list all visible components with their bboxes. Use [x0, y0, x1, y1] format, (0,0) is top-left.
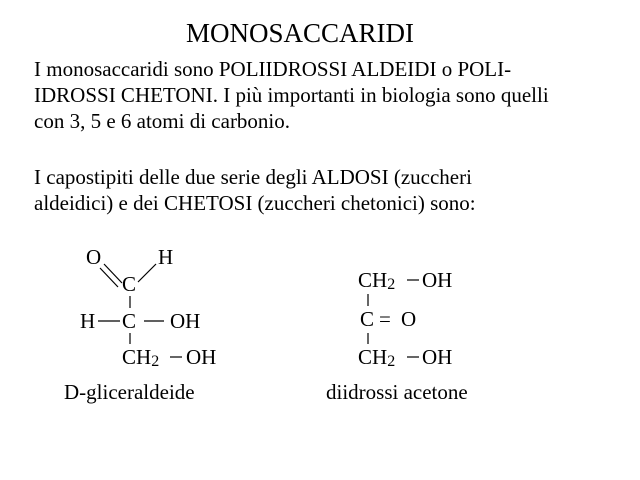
atom-o: O [86, 245, 102, 269]
subscript-2: 2 [151, 353, 160, 370]
atom-c: C [360, 307, 375, 331]
intro-line-2: IDROSSI CHETONI. I più importanti in biologia sono quelli [34, 83, 549, 107]
glyceraldehyde-caption: D-gliceraldeide [64, 380, 195, 404]
subscript-bottom: 2 [387, 353, 396, 370]
atom-ch-top: CH [358, 268, 388, 292]
series-line-2: aldeidici) e dei CHETOSI (zuccheri chetonici) sono: [34, 191, 476, 215]
subscript-top: 2 [387, 276, 396, 293]
group-oh-bottom: OH [186, 345, 217, 369]
atom-ch: CH [122, 345, 152, 369]
atom-ch-bottom: CH [358, 345, 388, 369]
atom-c1: C [122, 272, 137, 296]
atom-c2: C [122, 309, 137, 333]
group-oh-bottom: OH [422, 345, 453, 369]
atom-h-top: H [158, 245, 174, 269]
group-oh: OH [170, 309, 201, 333]
atom-h-left: H [80, 309, 96, 333]
bottom-ch2-group [358, 345, 395, 372]
group-oh-top: OH [422, 268, 453, 292]
intro-line-1: I monosaccaridi sono POLIIDROSSI ALDEIDI o POLI- [34, 57, 512, 81]
slide-title: MONOSACCARIDI [185, 18, 415, 48]
atom-o-ketone: O [401, 307, 417, 331]
top-ch2-group [358, 268, 395, 295]
intro-line-3: con 3, 5 e 6 atomi di carbonio. [34, 109, 291, 133]
series-line-1: I capostipiti delle due serie degli ALDOSI (zuccheri [34, 165, 472, 189]
double-bond: = [379, 307, 391, 331]
dihydroxyacetone-caption: diidrossi acetone [326, 380, 468, 404]
